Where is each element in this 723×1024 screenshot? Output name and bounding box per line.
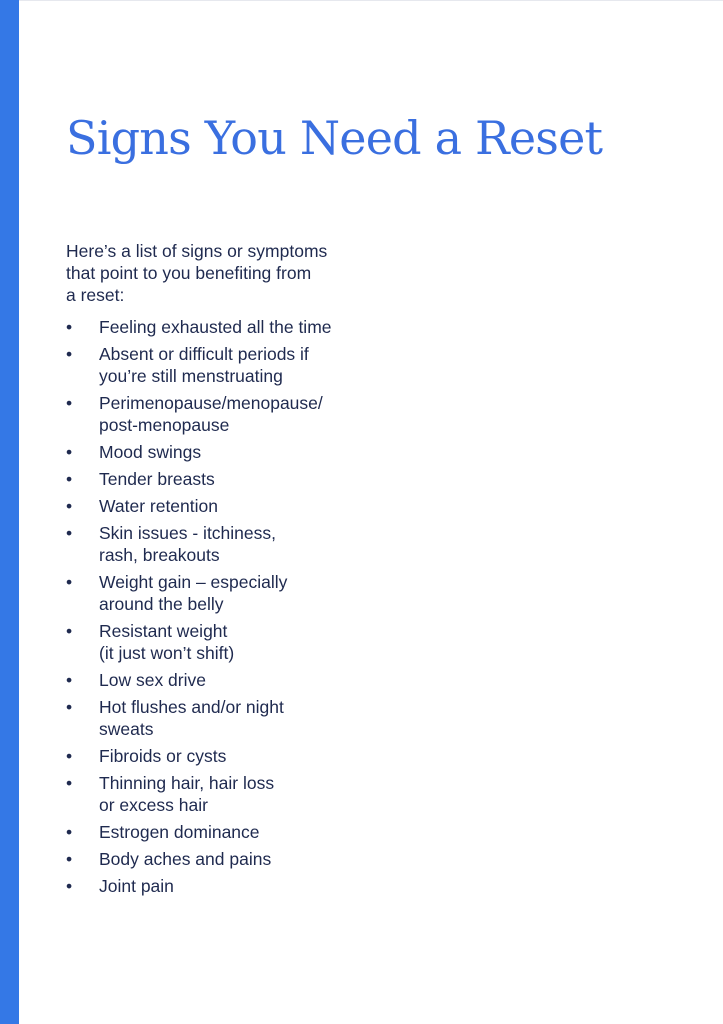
list-item-text: Tender breasts <box>99 469 215 489</box>
page-title: Signs You Need a Reset <box>66 111 603 165</box>
page-top-edge <box>19 0 723 1</box>
list-item-text: Skin issues - itchiness, rash, breakouts <box>99 523 277 565</box>
bullet-icon: • <box>66 697 73 717</box>
list-item-text: Absent or difficult periods if you’re still menstruating <box>99 344 309 386</box>
bullet-icon: • <box>66 469 73 489</box>
list-item <box>66 848 386 870</box>
list-item-text: Joint pain <box>99 876 174 896</box>
bullet-icon: • <box>66 344 73 364</box>
list-item <box>66 522 386 566</box>
list-item <box>66 343 386 387</box>
list-item-text: Low sex drive <box>99 670 206 690</box>
list-item <box>66 772 386 816</box>
bullet-icon: • <box>66 670 73 690</box>
bullet-icon: • <box>66 621 73 641</box>
list-item <box>66 392 386 436</box>
list-item-text: Estrogen dominance <box>99 822 260 842</box>
list-item <box>66 696 386 740</box>
bullet-icon: • <box>66 746 73 766</box>
intro-paragraph: Here’s a list of signs or symptoms that point to you benefiting from a reset: <box>66 241 328 305</box>
list-item-text: Water retention <box>99 496 218 516</box>
list-item-text: Fibroids or cysts <box>99 746 227 766</box>
list-item-text: Hot flushes and/or night sweats <box>99 697 284 739</box>
list-item <box>66 441 386 463</box>
list-item-text: Mood swings <box>99 442 202 462</box>
list-item <box>66 620 386 664</box>
list-item <box>66 468 386 490</box>
list-item-text: Thinning hair, hair loss or excess hair <box>99 773 275 815</box>
list-item <box>66 495 386 517</box>
list-item <box>66 571 386 615</box>
bullet-icon: • <box>66 317 73 337</box>
bullet-icon: • <box>66 876 73 896</box>
bullet-icon: • <box>66 393 73 413</box>
list-item-text: Weight gain – especially around the belly <box>99 572 288 614</box>
list-item-text: Feeling exhausted all the time <box>99 317 332 337</box>
bullet-icon: • <box>66 523 73 543</box>
list-item-text: Resistant weight (it just won’t shift) <box>99 621 235 663</box>
bullet-icon: • <box>66 773 73 793</box>
list-item <box>66 821 386 843</box>
list-item-text: Perimenopause/menopause/ post-menopause <box>99 393 323 435</box>
bullet-icon: • <box>66 442 73 462</box>
list-item <box>66 745 386 767</box>
list-item <box>66 316 386 338</box>
list-item-text: Body aches and pains <box>99 849 272 869</box>
bullet-icon: • <box>66 572 73 592</box>
list-item <box>66 875 386 897</box>
symptom-list <box>66 316 386 902</box>
bullet-icon: • <box>66 496 73 516</box>
list-item <box>66 669 386 691</box>
accent-side-bar <box>0 0 19 1024</box>
bullet-icon: • <box>66 849 73 869</box>
bullet-icon: • <box>66 822 73 842</box>
